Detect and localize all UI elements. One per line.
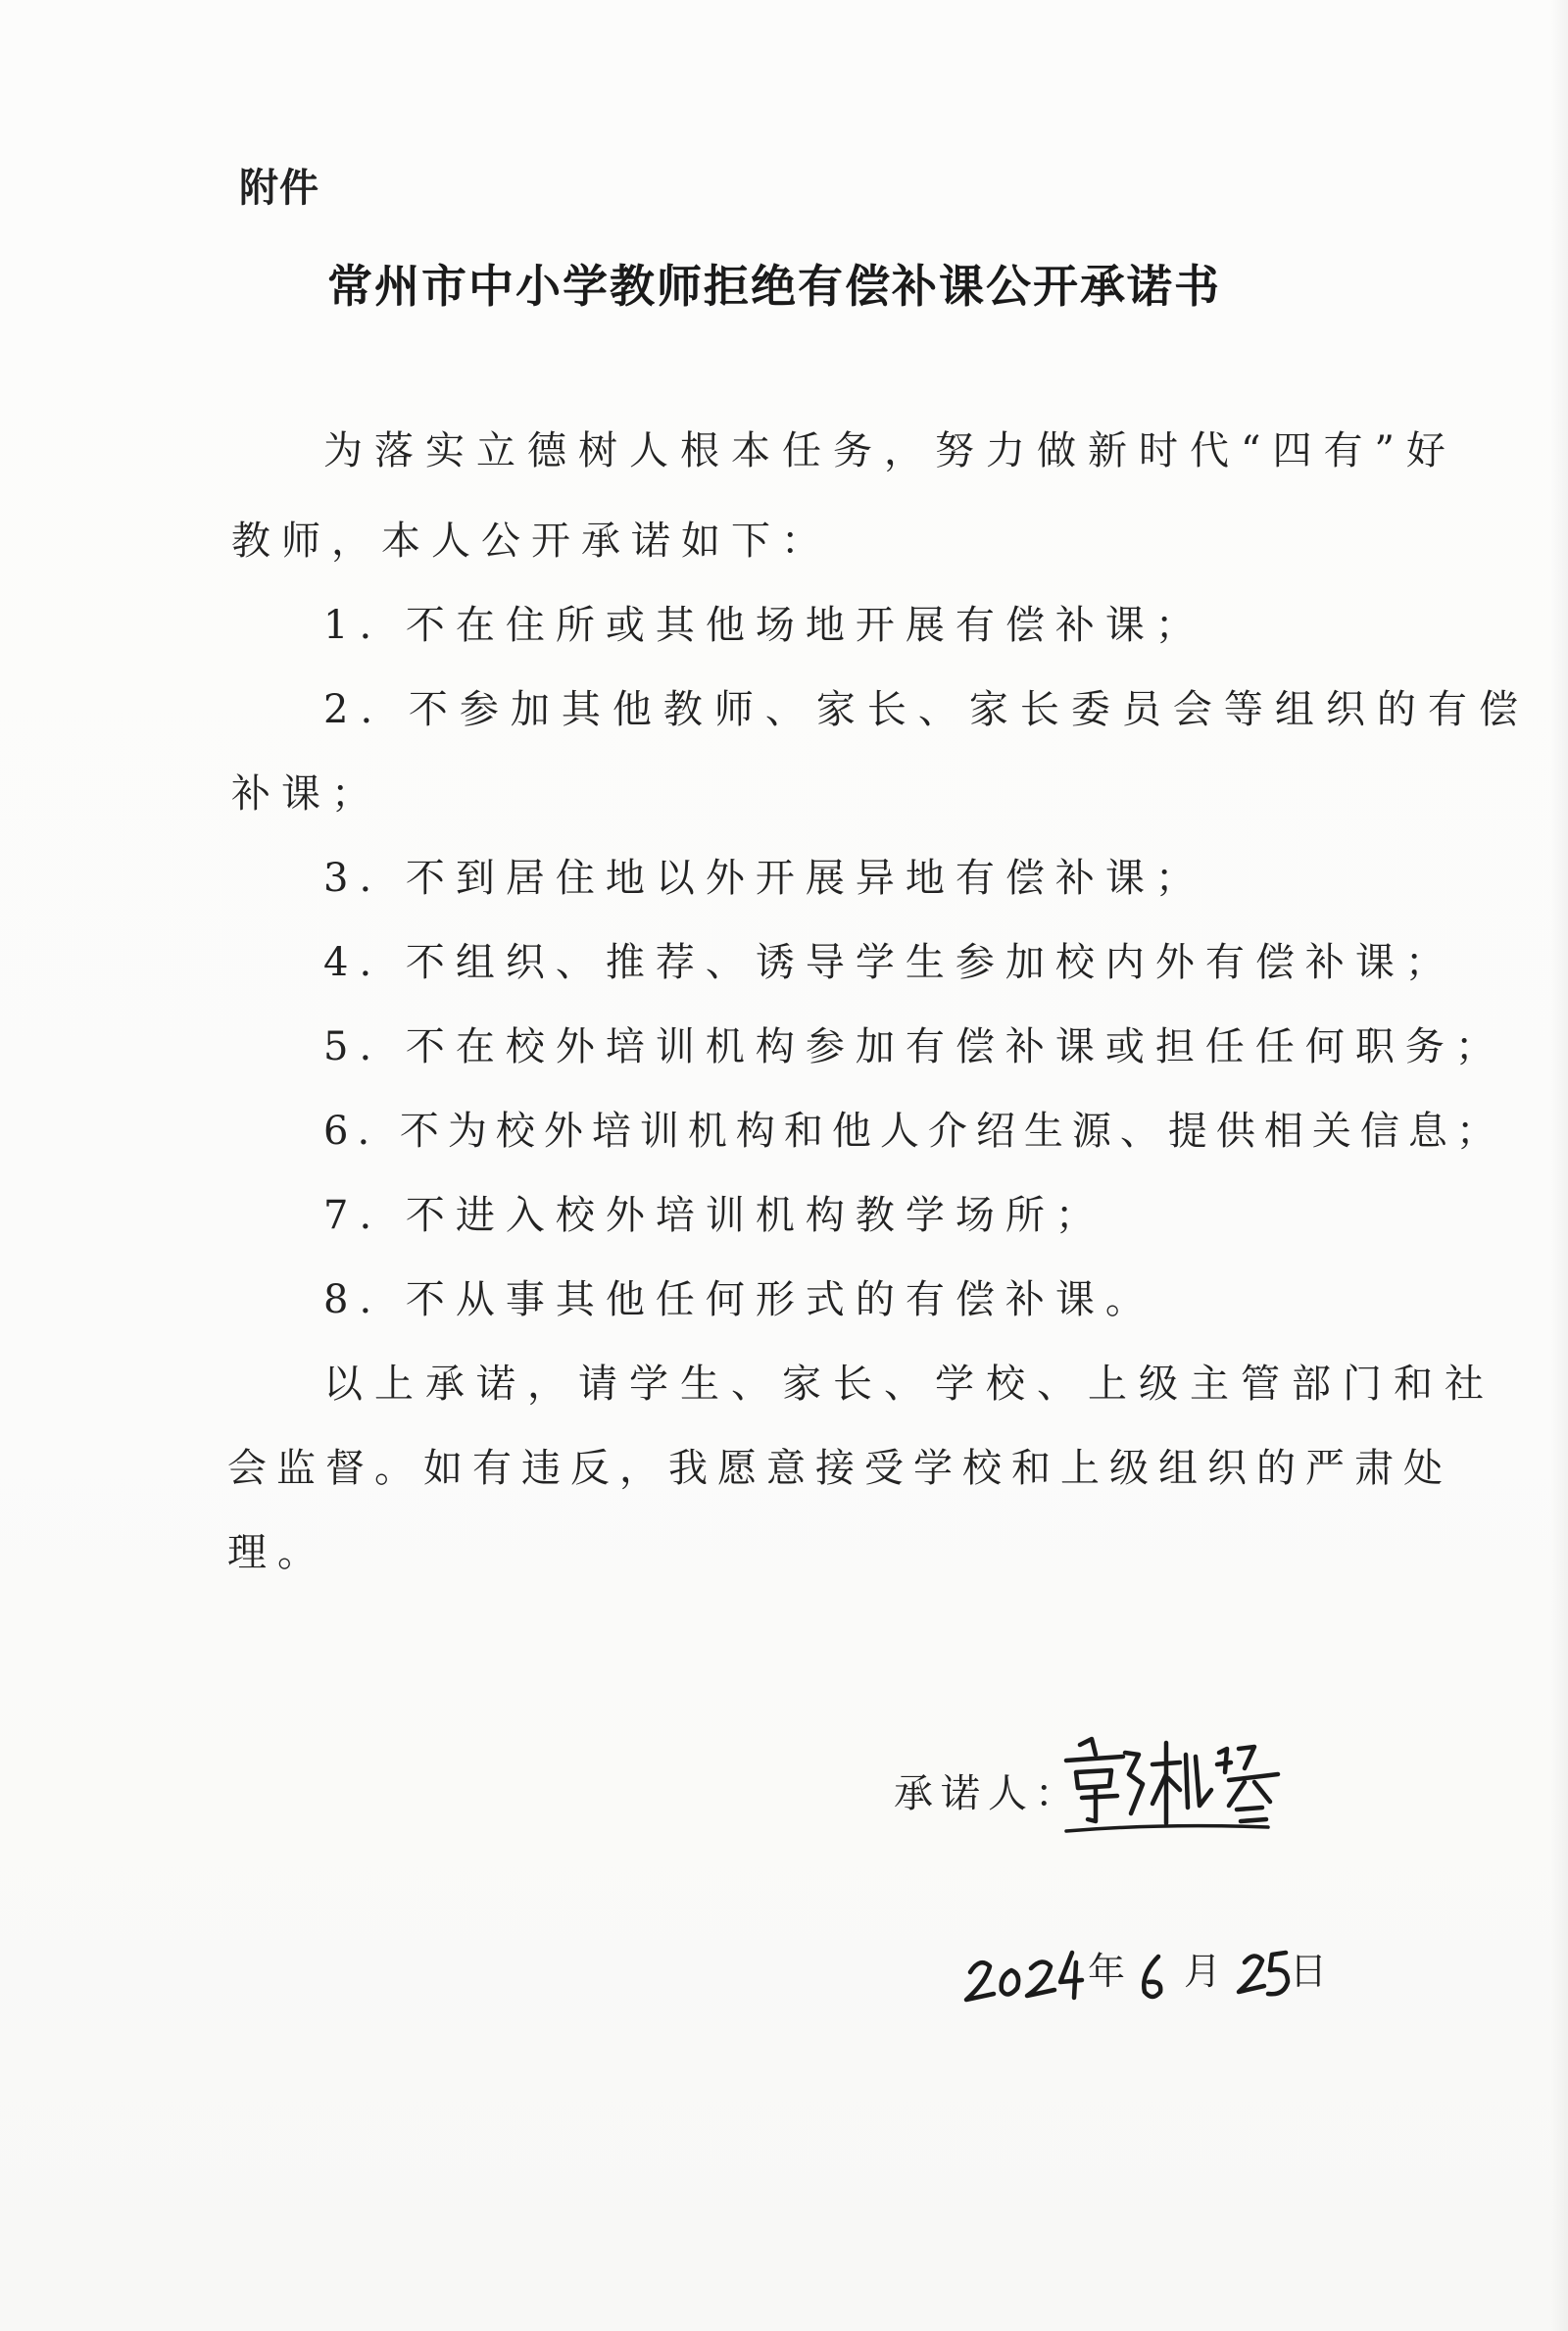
commitment-item-6: 6. 不为校外培训机构和他人介绍生源、提供相关信息；	[323, 1109, 1504, 1154]
commitment-item-8: 8. 不从事其他任何形式的有偿补课。	[323, 1277, 1155, 1322]
attachment-label: 附件	[239, 166, 319, 211]
date-day-char: 日	[1290, 1950, 1328, 1993]
intro-line-1: 为落实立德树人根本任务，努力做新时代“四有”好	[323, 428, 1457, 473]
commitment-item-5: 5. 不在校外培训机构参加有偿补课或担任任何职务；	[323, 1024, 1505, 1069]
intro-line-2: 教师，本人公开承诺如下：	[231, 519, 831, 564]
signing-date	[956, 1927, 1329, 2015]
commitment-item-2: 2. 不参加其他教师、家长、家长委员会等组织的有偿	[323, 687, 1530, 732]
commitment-item-3: 3. 不到居住地以外开展异地有偿补课；	[323, 856, 1205, 901]
date-month-char: 月	[1184, 1950, 1222, 1993]
document-title: 常州市中小学教师拒绝有偿补课公开承诺书	[327, 260, 1221, 313]
closing-line-1: 以上承诺，请学生、家长、学校、上级主管部门和社	[323, 1362, 1495, 1407]
signer-label: 承诺人：	[894, 1771, 1082, 1816]
commitment-item-2-cont: 补课；	[231, 771, 381, 817]
date-year-char: 年	[1088, 1950, 1126, 1993]
commitment-item-4: 4. 不组织、推荐、诱导学生参加校内外有偿补课；	[323, 940, 1455, 985]
closing-line-2: 会监督。如有违反，我愿意接受学校和上级组织的严肃处	[227, 1446, 1452, 1491]
commitment-item-1: 1. 不在住所或其他场地开展有偿补课；	[323, 603, 1205, 648]
closing-line-3: 理。	[227, 1530, 327, 1575]
commitment-item-7: 7. 不进入校外培训机构教学场所；	[323, 1193, 1105, 1238]
scan-edge-shadow	[1550, 0, 1568, 2331]
handwritten-signature	[1053, 1725, 1288, 1843]
